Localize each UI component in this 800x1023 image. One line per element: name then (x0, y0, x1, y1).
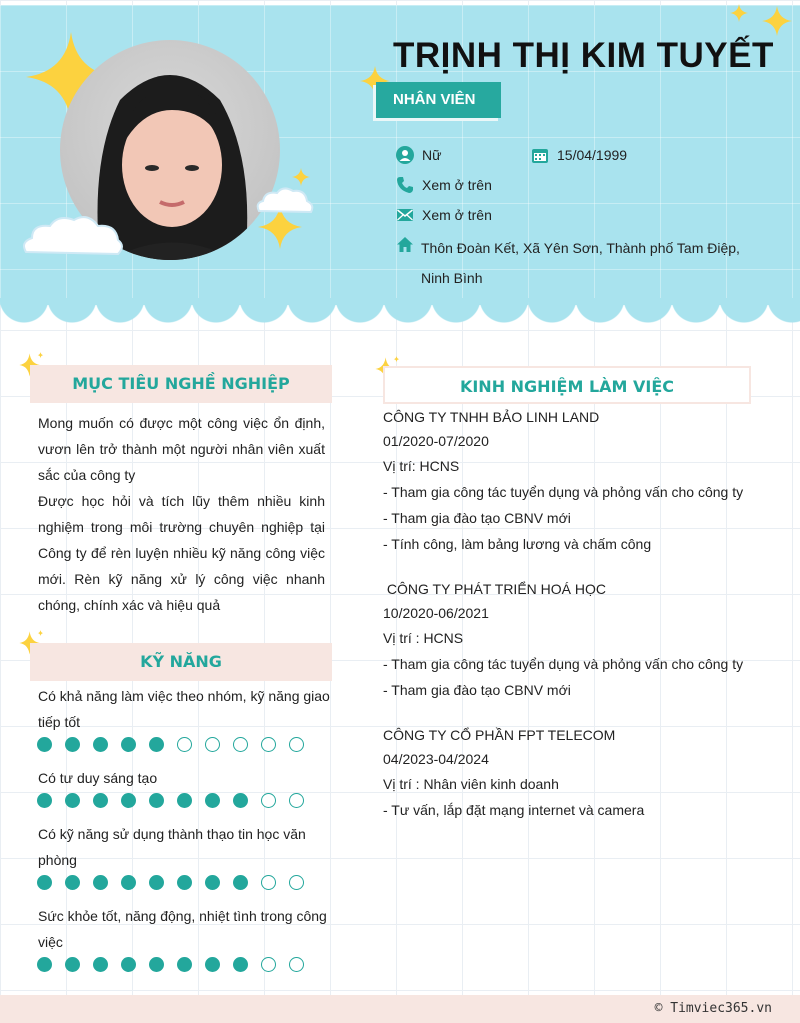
email-row (396, 206, 492, 224)
skill-rating (37, 957, 317, 972)
job-company: CÔNG TY TNHH BẢO LINH LAND (383, 409, 600, 425)
rating-dot-filled (37, 875, 52, 890)
home-icon (396, 236, 414, 254)
job-task: - Tham gia đào tạo CBNV mới (383, 682, 571, 698)
rating-dot-filled (205, 875, 220, 890)
job-task: - Tư vấn, lắp đặt mạng internet và camera (383, 802, 645, 818)
rating-dot-empty (261, 957, 276, 972)
job-company: CÔNG TY PHÁT TRIỂN HOÁ HỌC (383, 581, 607, 597)
rating-dot-filled (233, 875, 248, 890)
job-role: Vị trí : Nhân viên kinh doanh (383, 776, 559, 792)
cloud-icon (18, 212, 128, 260)
career-objective-title: MỤC TIÊU NGHỀ NGHIỆP (30, 365, 332, 403)
rating-dot-empty (205, 737, 220, 752)
rating-dot-filled (37, 793, 52, 808)
job-period: 10/2020-06/2021 (383, 605, 489, 621)
scallop-border (0, 298, 800, 326)
skills-title: KỸ NĂNG (30, 643, 332, 681)
rating-dot-empty (261, 737, 276, 752)
cloud-icon (255, 185, 317, 215)
copyright-text: © Timviec365.vn (654, 1001, 772, 1016)
skill-rating (37, 875, 317, 890)
rating-dot-filled (121, 875, 136, 890)
rating-dot-empty (261, 875, 276, 890)
job-task: - Tham gia đào tạo CBNV mới (383, 510, 571, 526)
address-row (396, 236, 422, 254)
rating-dot-filled (149, 875, 164, 890)
rating-dot-filled (37, 737, 52, 752)
job-task: - Tham gia công tác tuyển dụng và phỏng vấn cho công ty (383, 484, 744, 500)
rating-dot-filled (149, 737, 164, 752)
rating-dot-filled (121, 793, 136, 808)
rating-dot-filled (205, 957, 220, 972)
rating-dot-empty (261, 793, 276, 808)
job-role: Vị trí : HCNS (383, 630, 464, 646)
job-task: - Tính công, làm bảng lương và chấm công (383, 536, 652, 552)
rating-dot-filled (93, 793, 108, 808)
position-badge: NHÂN VIÊN (376, 82, 501, 118)
email-value: Xem ở trên (422, 207, 492, 223)
skill-name: Có kỹ năng sử dụng thành thạo tin học văn phòng (38, 826, 306, 868)
person-icon (396, 146, 414, 164)
rating-dot-empty (289, 957, 304, 972)
phone-row (396, 176, 492, 194)
rating-dot-filled (37, 957, 52, 972)
gender-value: Nữ (422, 147, 442, 163)
job-period: 04/2023-04/2024 (383, 751, 489, 767)
rating-dot-empty (233, 737, 248, 752)
rating-dot-filled (177, 793, 192, 808)
candidate-name: TRỊNH THỊ KIM TUYẾT (393, 36, 774, 75)
rating-dot-filled (177, 875, 192, 890)
calendar-icon (531, 146, 549, 164)
objective-paragraph-2: Được học hỏi và tích lũy thêm nhiều kinh nghiệm trong môi trường chuyên nghiệp tại Công ty để rèn luyện nhiều kỹ năng công việc mới. Rèn kỹ năng xử lý công việc nhanh chóng, chính xác và hiệu quả (38, 493, 325, 613)
skill-name: Có tư duy sáng tạo (38, 770, 158, 786)
rating-dot-empty (289, 875, 304, 890)
rating-dot-filled (177, 957, 192, 972)
experience-title: KINH NGHIỆM LÀM VIỆC (383, 366, 751, 404)
job-task: - Tham gia công tác tuyển dụng và phỏng vấn cho công ty (383, 656, 744, 672)
job-period: 01/2020-07/2020 (383, 433, 489, 449)
phone-value: Xem ở trên (422, 177, 492, 193)
rating-dot-filled (65, 793, 80, 808)
skill-name: Có khả năng làm việc theo nhóm, kỹ năng giao tiếp tốt (38, 688, 330, 730)
dob-row (531, 146, 627, 164)
gender-row (396, 146, 441, 164)
rating-dot-empty (289, 793, 304, 808)
rating-dot-empty (289, 737, 304, 752)
skill-name: Sức khỏe tốt, năng động, nhiệt tình trong công việc (38, 908, 327, 950)
dob-value: 15/04/1999 (557, 147, 628, 163)
rating-dot-filled (149, 957, 164, 972)
skill-rating (37, 737, 317, 752)
skill-rating (37, 793, 317, 808)
rating-dot-empty (177, 737, 192, 752)
rating-dot-filled (93, 957, 108, 972)
job-role: Vị trí: HCNS (383, 458, 460, 474)
rating-dot-filled (233, 793, 248, 808)
rating-dot-filled (93, 875, 108, 890)
envelope-icon (396, 206, 414, 224)
objective-paragraph-1: Mong muốn có được một công việc ổn định, vươn lên trở thành một người nhân viên xuất sắc của công ty (38, 415, 325, 483)
star-icon (730, 4, 748, 22)
star-icon (762, 6, 792, 36)
rating-dot-filled (121, 737, 136, 752)
star-icon (292, 168, 310, 186)
rating-dot-filled (65, 875, 80, 890)
footer (0, 995, 800, 1023)
rating-dot-filled (65, 737, 80, 752)
phone-icon (396, 176, 414, 194)
address-value: Thôn Đoàn Kết, Xã Yên Sơn, Thành phố Tam Điệp, Ninh Bình (421, 240, 740, 286)
rating-dot-filled (233, 957, 248, 972)
rating-dot-filled (121, 957, 136, 972)
rating-dot-filled (205, 793, 220, 808)
rating-dot-filled (93, 737, 108, 752)
rating-dot-filled (149, 793, 164, 808)
rating-dot-filled (65, 957, 80, 972)
job-company: CÔNG TY CỔ PHẦN FPT TELECOM (383, 727, 616, 743)
